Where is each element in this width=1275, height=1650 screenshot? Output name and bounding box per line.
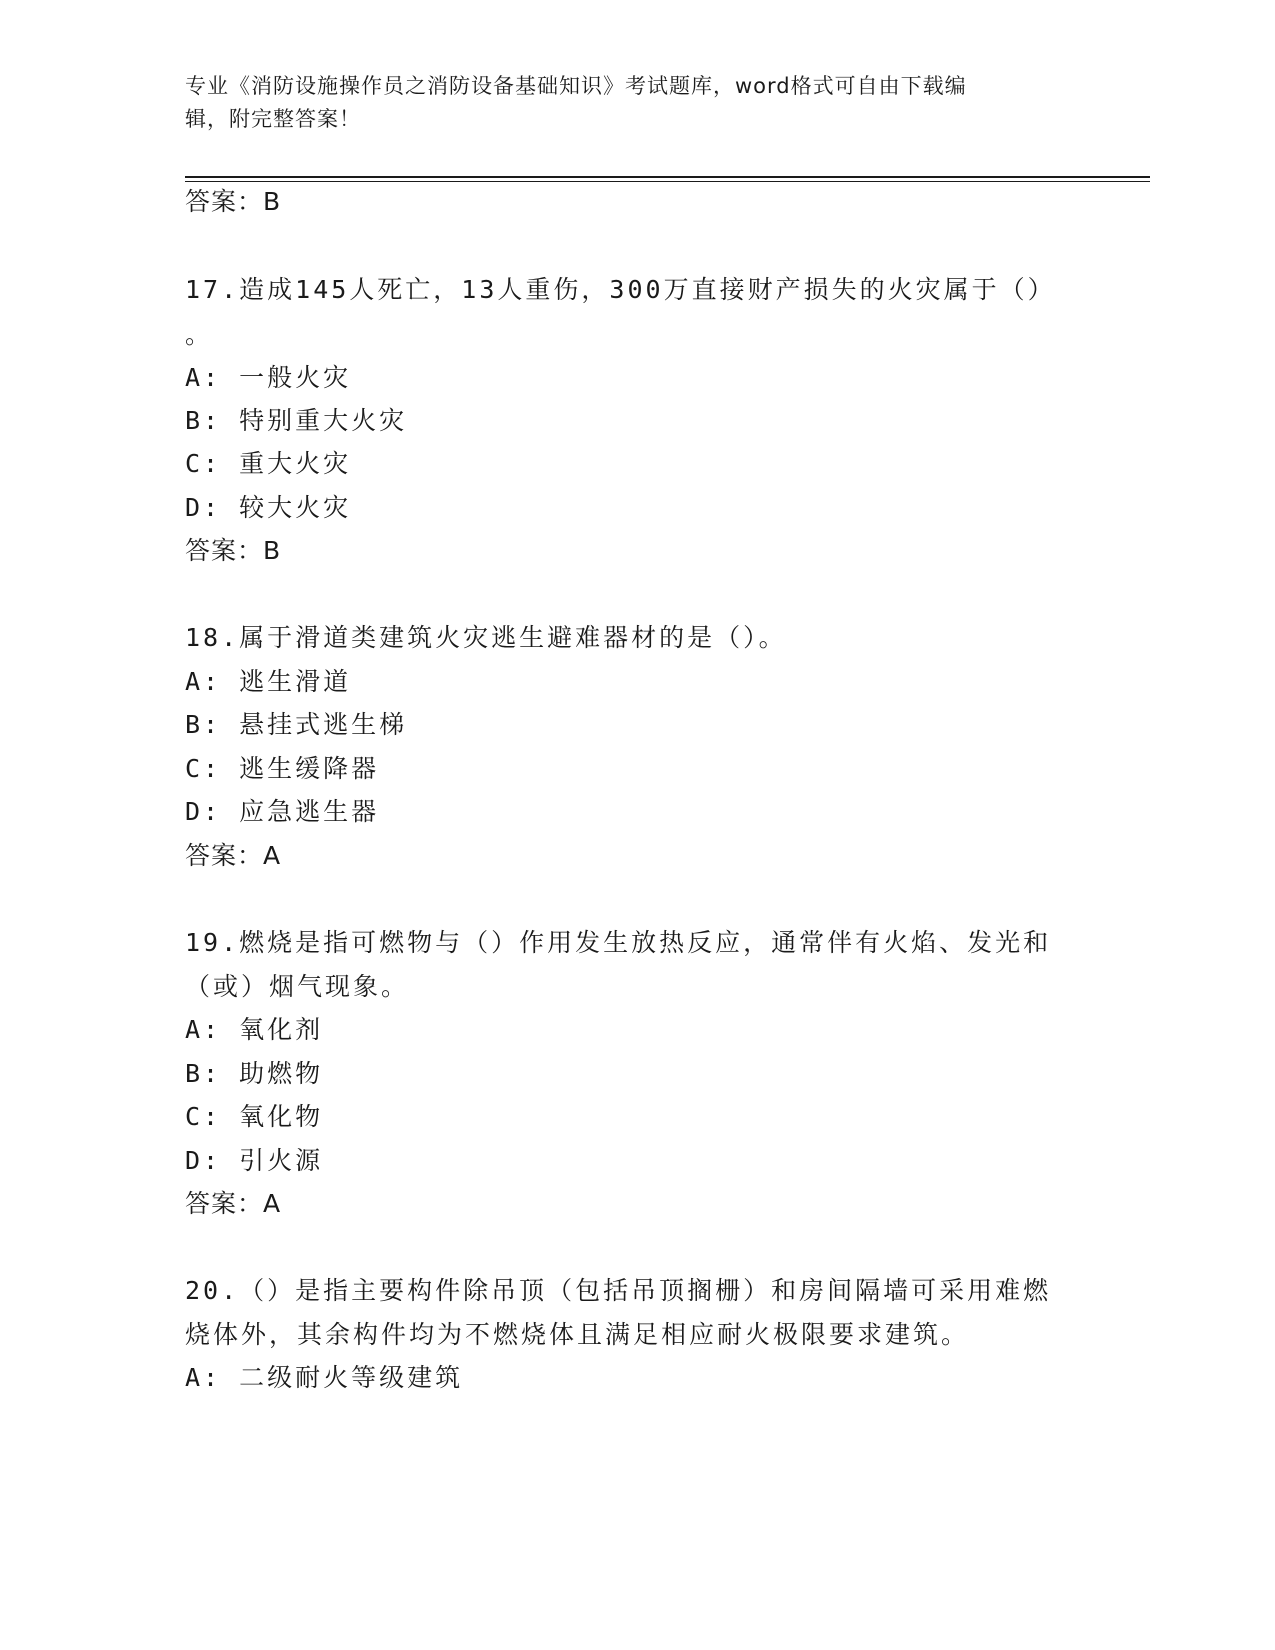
- header-line-1: 专业《消防设施操作员之消防设备基础知识》考试题库，word格式可自由下载编: [185, 74, 967, 98]
- option-b: B: 助燃物: [185, 1059, 324, 1088]
- option-a: A: 逃生滑道: [185, 667, 352, 696]
- option-a: A: 氧化剂: [185, 1015, 324, 1044]
- previous-answer: 答案：B: [185, 187, 282, 216]
- option-c: C: 氧化物: [185, 1102, 324, 1131]
- option-c: C: 重大火灾: [185, 449, 352, 478]
- document-header: [185, 70, 1085, 136]
- answer: 答案：A: [185, 841, 282, 870]
- header-line-2: 辑，附完整答案！: [185, 107, 361, 131]
- question-stem-continued: （或）烟气现象。: [185, 972, 410, 1001]
- option-c: C: 逃生缓降器: [185, 754, 380, 783]
- question-stem-continued: 。: [185, 320, 214, 349]
- question-stem: 17.造成145人死亡，13人重伤，300万直接财产损失的火灾属于（）: [185, 275, 1056, 304]
- question-stem: 19.燃烧是指可燃物与（）作用发生放热反应，通常伴有火焰、发光和: [185, 928, 1052, 957]
- header-divider-thin: [185, 181, 1150, 182]
- option-d: D: 应急逃生器: [185, 797, 380, 826]
- question-stem: 18.属于滑道类建筑火灾逃生避难器材的是（）。: [185, 623, 787, 652]
- option-b: B: 悬挂式逃生梯: [185, 710, 408, 739]
- option-d: D: 较大火灾: [185, 493, 352, 522]
- option-a: A: 二级耐火等级建筑: [185, 1363, 464, 1392]
- header-divider-thick: [185, 176, 1150, 178]
- question-stem: 20.（）是指主要构件除吊顶（包括吊顶搁栅）和房间隔墙可采用难燃: [185, 1276, 1052, 1305]
- option-a: A: 一般火灾: [185, 363, 352, 392]
- question-stem-continued: 烧体外，其余构件均为不燃烧体且满足相应耐火极限要求建筑。: [185, 1320, 970, 1349]
- answer: 答案：A: [185, 1189, 282, 1218]
- answer: 答案：B: [185, 536, 282, 565]
- option-b: B: 特别重大火灾: [185, 406, 408, 435]
- option-d: D: 引火源: [185, 1146, 324, 1175]
